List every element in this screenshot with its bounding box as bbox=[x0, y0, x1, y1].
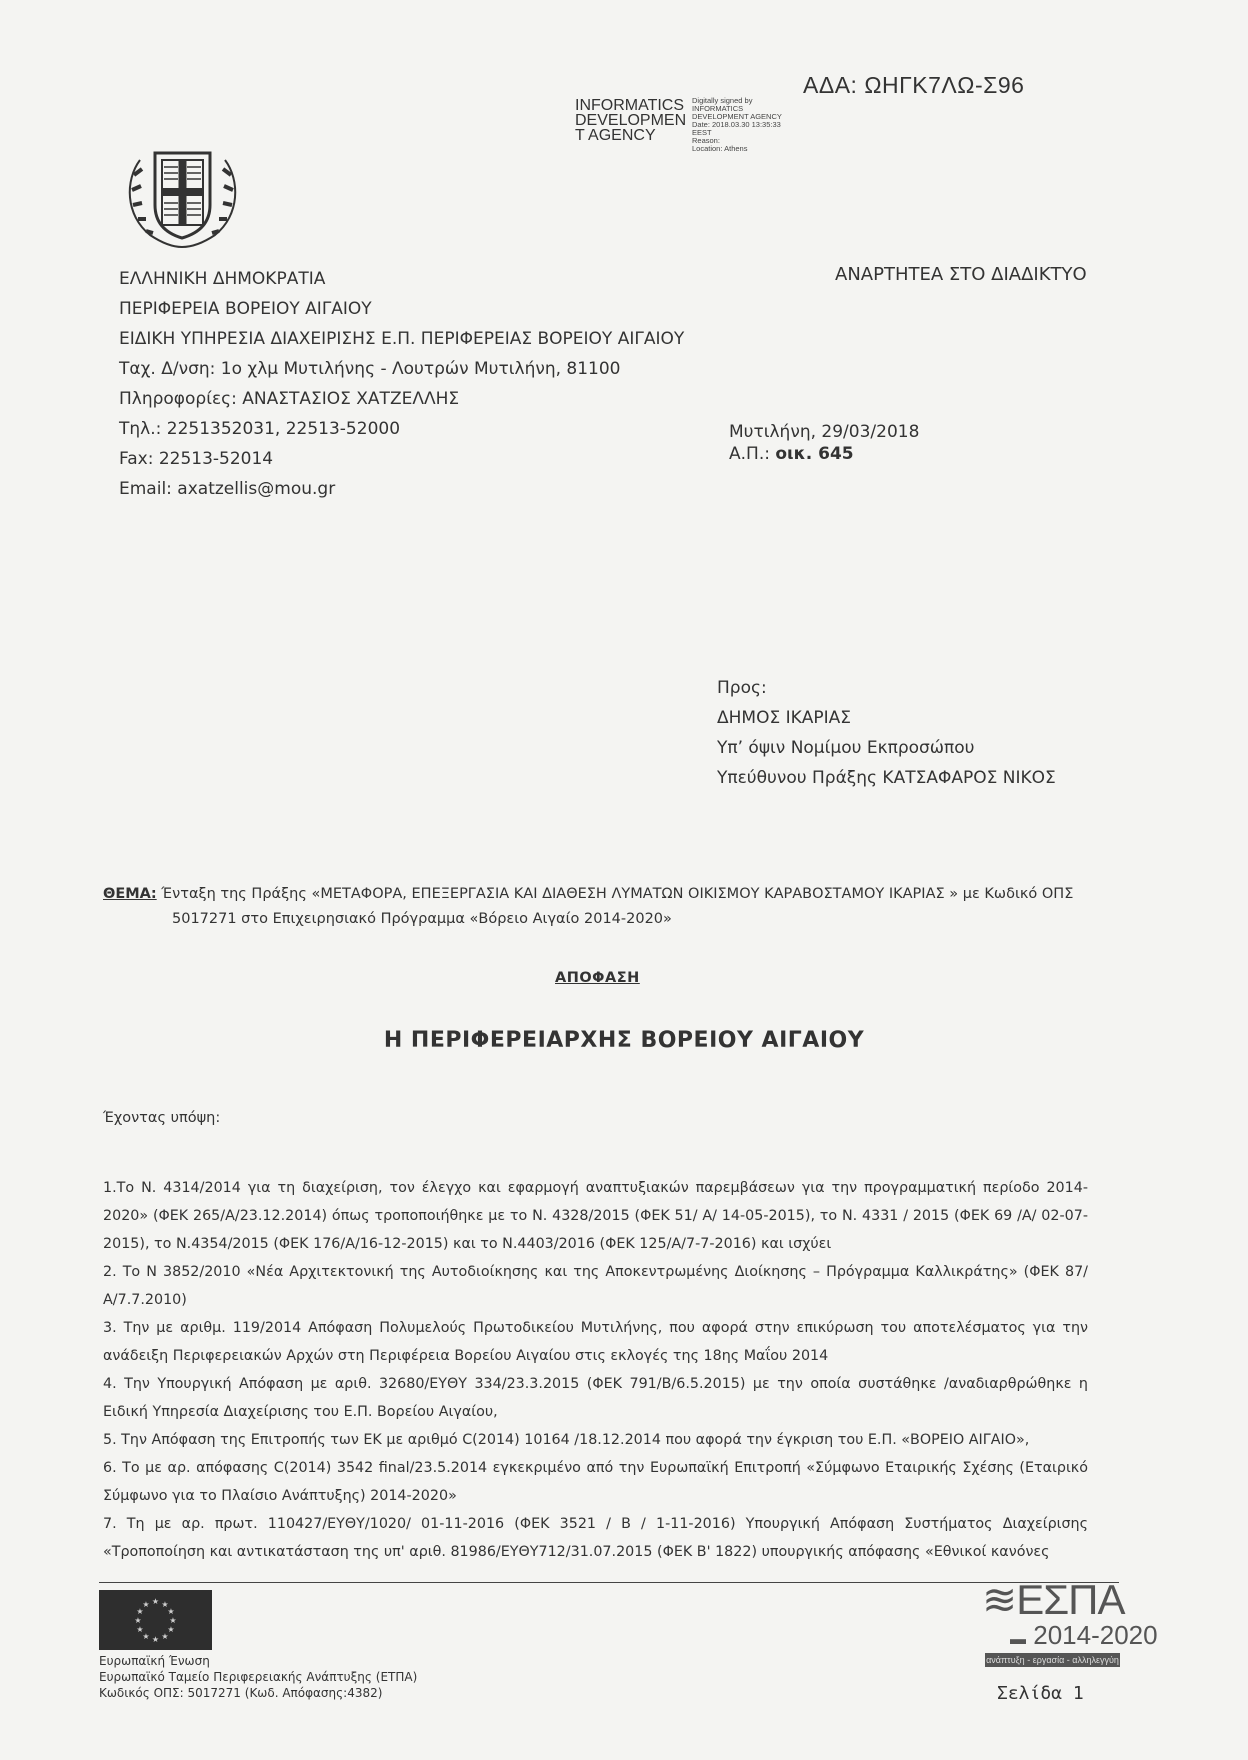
svg-text:★: ★ bbox=[161, 1600, 169, 1609]
list-item: 3. Την με αριθμ. 119/2014 Απόφαση Πολυμελούς Πρωτοδικείου Μυτιλήνης, που αφορά στην επικύρωση του αποτελέσματος για την ανάδειξη Περιφερειακών Αρχών στη Περιφέρεια Βορείου Αιγαίου στις εκλογές της 18ης Μαΐου 2014 bbox=[103, 1320, 1088, 1364]
protocol-label: Α.Π.: bbox=[729, 444, 770, 464]
recipient-line: ΔΗΜΟΣ ΙΚΑΡΙΑΣ bbox=[717, 708, 852, 728]
signature-signer-line: T AGENCY bbox=[575, 127, 656, 144]
list-item: 5. Την Απόφαση της Επιτροπής των ΕΚ με αριθμό C(2014) 10164 /18.12.2014 που αφορά την έγκριση του Ε.Π. «ΒΟΡΕΙΟ ΑΙΓΑΙΟ», bbox=[103, 1432, 1030, 1448]
subject-block bbox=[103, 882, 1088, 932]
sender-line-address: Ταχ. Δ/νση: 1ο χλμ Μυτιλήνης - Λουτρών Μυτιλήνη, 81100 bbox=[119, 359, 621, 379]
espa-years bbox=[1010, 1620, 1158, 1651]
list-item: 7. Τη με αρ. πρωτ. 110427/ΕΥΘΥ/1020/ 01-11-2016 (ΦΕΚ 3521 / Β / 1-11-2016) Υπουργική Απόφαση Συστήματος Διαχείρισης «Τροποποίηση και αντικατάσταση της υπ' αριθ. 81986/ΕΥΘΥ712/31.07.2015 (ΦΕΚ Β' 1822) υπουργικής απόφασης «Εθνικοί κανόνες bbox=[103, 1516, 1088, 1560]
svg-text:★: ★ bbox=[136, 1625, 144, 1634]
recipient-block bbox=[717, 673, 1056, 793]
greek-emblem-icon bbox=[120, 135, 245, 255]
signature-detail-line: EEST bbox=[692, 128, 712, 137]
svg-text:★: ★ bbox=[134, 1616, 142, 1625]
sender-line-region: ΠΕΡΙΦΕΡΕΙΑ ΒΟΡΕΙΟΥ ΑΙΓΑΙΟΥ bbox=[119, 299, 372, 319]
signature-signer-line: DEVELOPMEN bbox=[575, 112, 687, 129]
subject-text: Ένταξη της Πράξης «ΜΕΤΑΦΟΡΑ, ΕΠΕΞΕΡΓΑΣΙΑ ΚΑΙ ΔΙΑΘΕΣΗ ΛΥΜΑΤΩΝ ΟΙΚΙΣΜΟΥ ΚΑΡΑΒΟΣΤΑΜΟΥ ΙΚΑΡΙΑΣ » με Κωδικό ΟΠΣ bbox=[156, 886, 1074, 902]
signature-details bbox=[692, 97, 782, 153]
footer-line: Ευρωπαϊκό Ταμείο Περιφερειακής Ανάπτυξης (ΕΤΠΑ) bbox=[99, 1670, 418, 1684]
svg-text:★: ★ bbox=[161, 1632, 169, 1641]
post-online-notice: ΑΝΑΡΤΗΤΕΑ ΣΤΟ ΔΙΑΔΙΚΤΥΟ bbox=[835, 264, 1087, 285]
signature-detail-line: Location: Athens bbox=[692, 144, 748, 153]
svg-text:★: ★ bbox=[167, 1607, 175, 1616]
signature-detail-line: Reason: bbox=[692, 136, 720, 145]
signature-detail-line: Date: 2018.03.30 13:35:33 bbox=[692, 120, 781, 129]
recipient-line: Υπ’ όψιν Νομίμου Εκπροσώπου bbox=[717, 738, 975, 758]
page-number: Σελίδα 1 bbox=[997, 1683, 1084, 1704]
issuing-authority: Η ΠΕΡΙΦΕΡΕΙΑΡΧΗΣ ΒΟΡΕΙΟΥ ΑΙΓΑΙΟΥ bbox=[383, 1028, 865, 1053]
footer-funding bbox=[99, 1653, 417, 1701]
considerations-list bbox=[103, 1174, 1088, 1566]
svg-text:★: ★ bbox=[151, 1635, 160, 1644]
footer-line: Ευρωπαϊκή Ένωση bbox=[99, 1654, 210, 1668]
recipient-line: Προς: bbox=[717, 678, 767, 698]
protocol-value: οικ. 645 bbox=[775, 444, 854, 464]
espa-tagline: ανάπτυξη - εργασία - αλληλεγγύη bbox=[986, 1655, 1119, 1665]
ada-code: ΑΔΑ: ΩΗΓΚ7ΛΩ-Σ96 bbox=[803, 72, 1025, 98]
sender-line-service: ΕΙΔΙΚΗ ΥΠΗΡΕΣΙΑ ΔΙΑΧΕΙΡΙΣΗΣ Ε.Π. ΠΕΡΙΦΕΡΕΙΑΣ ΒΟΡΕΙΟΥ ΑΙΓΑΙΟΥ bbox=[119, 329, 685, 349]
svg-text:★: ★ bbox=[167, 1625, 175, 1634]
signature-detail-line: INFORMATICS bbox=[692, 104, 744, 113]
list-item: 4. Την Υπουργική Απόφαση με αριθ. 32680/ΕΥΘΥ 334/23.3.2015 (ΦΕΚ 791/Β/6.5.2015) με την οποία συστάθηκε /αναδιαρθρώθηκε η Ειδική Υπηρεσία Διαχείρισης του Ε.Π. Βορείου Αιγαίου, bbox=[103, 1376, 1088, 1420]
svg-text:★: ★ bbox=[142, 1600, 150, 1609]
svg-text:★: ★ bbox=[151, 1597, 160, 1606]
espa-years-text: 2014-2020 bbox=[1033, 1620, 1158, 1650]
espa-logo bbox=[982, 1576, 1125, 1623]
footer-line: Κωδικός ΟΠΣ: 5017271 (Κωδ. Απόφασης:4382) bbox=[99, 1686, 383, 1700]
place-and-date bbox=[729, 421, 919, 465]
sender-line-fax: Fax: 22513-52014 bbox=[119, 449, 274, 469]
signature-detail-line: Digitally signed by bbox=[692, 96, 753, 105]
sender-line-email: Email: axatzellis@mou.gr bbox=[119, 479, 336, 499]
sender-line-phone: Τηλ.: 2251352031, 22513-52000 bbox=[119, 419, 401, 439]
espa-swoosh-icon: ≋ bbox=[982, 1576, 1017, 1623]
recipient-line: Υπεύθυνου Πράξης ΚΑΤΣΑΦΑΡΟΣ ΝΙΚΟΣ bbox=[717, 768, 1056, 788]
signature-signer-line: INFORMATICS bbox=[575, 97, 685, 114]
footer-divider bbox=[99, 1582, 1119, 1583]
sender-line-contact: Πληροφορίες: ΑΝΑΣΤΑΣΙΟΣ ΧΑΤΖΕΛΛΗΣ bbox=[119, 389, 460, 409]
list-item: 1.Το Ν. 4314/2014 για τη διαχείριση, τον έλεγχο και εφαρμογή αναπτυξιακών παρεμβάσεων για την προγραμματική περίοδο 2014-2020» (ΦΕΚ 265/Α/23.12.2014) όπως τροποποιήθηκε με το Ν. 4328/2015 (ΦΕΚ 51/ Α/ 14-05-2015), το Ν. 4331 / 2015 (ΦΕΚ 69 /Α/ 02-07-2015), το Ν.4354/2015 (ΦΕΚ 176/Α/16-12-2015) και το Ν.4403/2016 (ΦΕΚ 125/Α/7-7-2016) και ισχύει bbox=[103, 1180, 1088, 1252]
eu-flag-icon bbox=[99, 1590, 212, 1650]
subject-label: ΘΕΜΑ: bbox=[103, 886, 157, 902]
decision-title: ΑΠΟΦΑΣΗ bbox=[555, 970, 640, 986]
signature-signer bbox=[575, 98, 686, 143]
protocol-number bbox=[729, 443, 919, 465]
considering-heading: Έχοντας υπόψη: bbox=[103, 1110, 221, 1126]
date-line: Μυτιλήνη, 29/03/2018 bbox=[729, 422, 920, 442]
svg-text:★: ★ bbox=[142, 1632, 150, 1641]
list-item: 6. Το με αρ. απόφασης C(2014) 3542 final/23.5.2014 εγκεκριμένο από την Ευρωπαϊκή Επιτροπή «Σύμφωνο Εταιρικής Σχέσης (Εταιρικό Σύμφωνο για το Πλαίσιο Ανάπτυξης) 2014-2020» bbox=[103, 1460, 1088, 1504]
sender-line-country: ΕΛΛΗΝΙΚΗ ΔΗΜΟΚΡΑΤΙΑ bbox=[119, 269, 326, 289]
sender-header bbox=[119, 264, 684, 504]
list-item: 2. Το Ν 3852/2010 «Νέα Αρχιτεκτονική της Αυτοδιοίκησης και της Αποκεντρωμένης Διοίκησης – Πρόγραμμα Καλλικράτης» (ΦΕΚ 87/Α/7.7.2010) bbox=[103, 1264, 1088, 1308]
svg-text:★: ★ bbox=[169, 1616, 177, 1625]
espa-logo-text: ΕΣΠΑ bbox=[1016, 1576, 1125, 1623]
subject-continuation: 5017271 στο Επιχειρησιακό Πρόγραμμα «Βόρειο Αιγαίο 2014-2020» bbox=[172, 911, 672, 927]
greek-flag-icon: ▬ bbox=[1010, 1631, 1026, 1648]
signature-detail-line: DEVELOPMENT AGENCY bbox=[692, 112, 782, 121]
subject-first-line bbox=[103, 882, 1088, 907]
svg-text:★: ★ bbox=[136, 1607, 144, 1616]
